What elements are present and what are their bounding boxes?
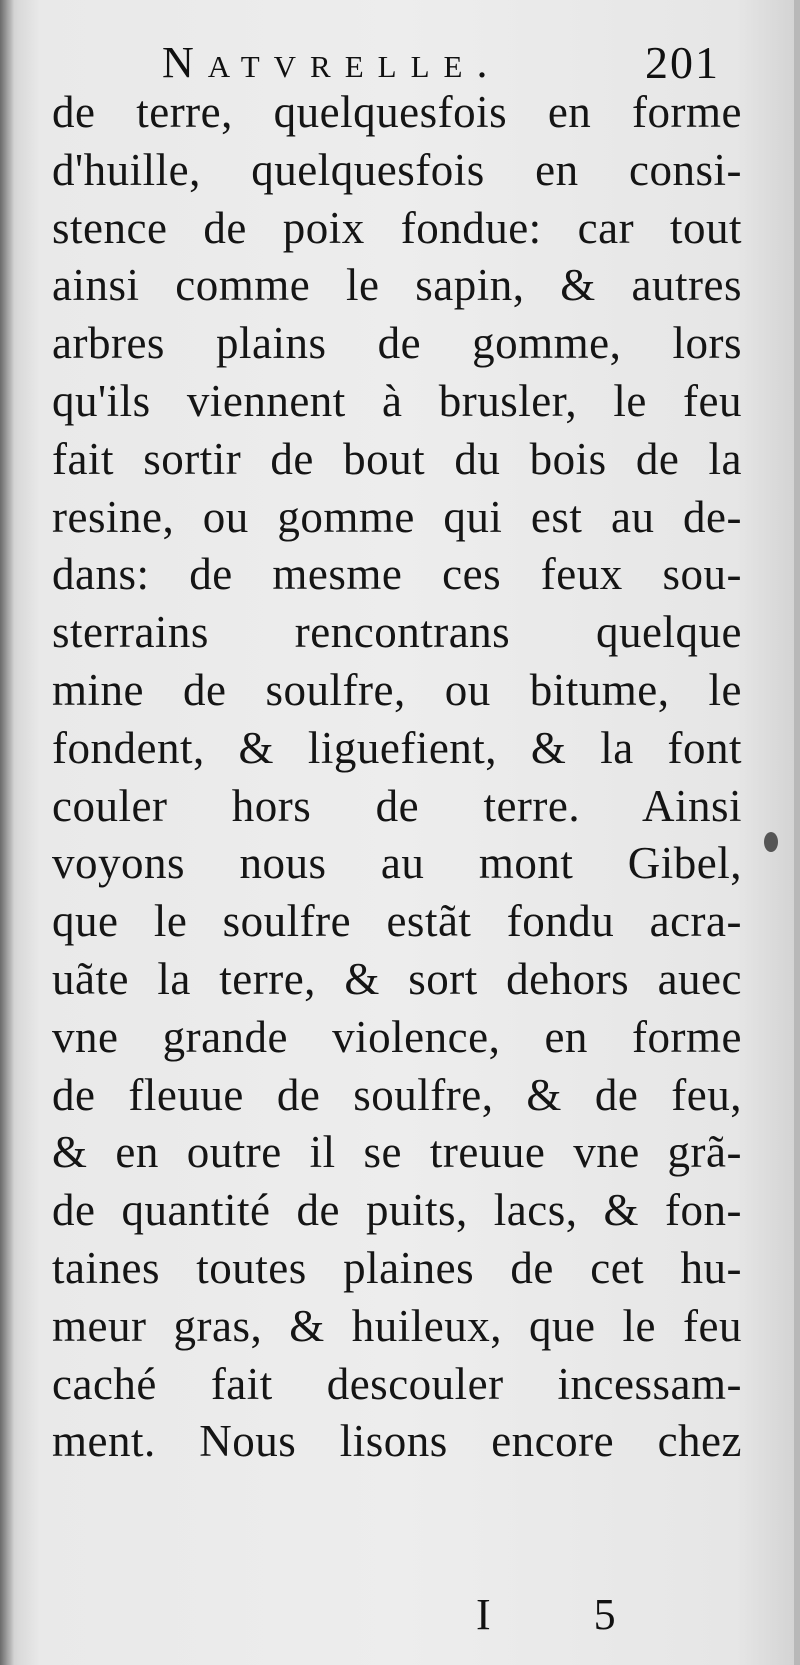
text-line: dans: de mesme ces feux sou- <box>52 549 742 600</box>
text-line: de terre, quelquesfois en forme <box>52 87 742 137</box>
body-text <box>52 84 742 1471</box>
text-line: voyons nous au mont Gibel, <box>52 838 742 889</box>
signature-mark: I 5 <box>476 1590 662 1639</box>
text-line: taines toutes plaines de cet hu- <box>52 1242 742 1293</box>
text-line: arbres plains de gomme, lors <box>52 318 742 369</box>
text-line: & en outre il se treuue vne grã- <box>52 1127 742 1178</box>
text-line: ment. Nous lisons encore chez <box>52 1416 742 1467</box>
text-line: de fleuue de soulfre, & de feu, <box>52 1069 742 1120</box>
text-line: de quantité de puits, lacs, & fon- <box>52 1185 742 1236</box>
gutter-shadow <box>0 0 14 1665</box>
text-line: qu'ils viennent à brusler, le feu <box>52 375 742 426</box>
text-line: resine, ou gomme qui est au de- <box>52 491 742 542</box>
text-line: que le soulfre estãt fondu acra- <box>52 896 742 947</box>
text-line: ainsi comme le sapin, & autres <box>52 260 742 311</box>
page-number: 201 <box>645 37 720 88</box>
page-edge <box>794 0 800 1665</box>
text-line: uãte la terre, & sort dehors auec <box>52 953 742 1004</box>
ink-speck <box>764 832 778 852</box>
text-line: mine de soulfre, ou bitume, le <box>52 664 742 715</box>
text-line: couler hors de terre. Ainsi <box>52 780 742 831</box>
text-line: vne grande violence, en forme <box>52 1011 742 1062</box>
text-line: caché fait descouler incessam- <box>52 1358 742 1409</box>
text-line: stence de poix fondue: car tout <box>52 202 742 253</box>
running-head-title: Natvrelle. <box>162 38 502 87</box>
text-line: fait sortir de bout du bois de la <box>52 433 742 484</box>
text-line: sterrains rencontrans quelque <box>52 607 742 658</box>
text-line: meur gras, & huileux, que le feu <box>52 1300 742 1351</box>
text-line: fondent, & liguefient, & la font <box>52 722 742 773</box>
text-line: d'huille, quelquesfois en consi- <box>52 144 742 195</box>
